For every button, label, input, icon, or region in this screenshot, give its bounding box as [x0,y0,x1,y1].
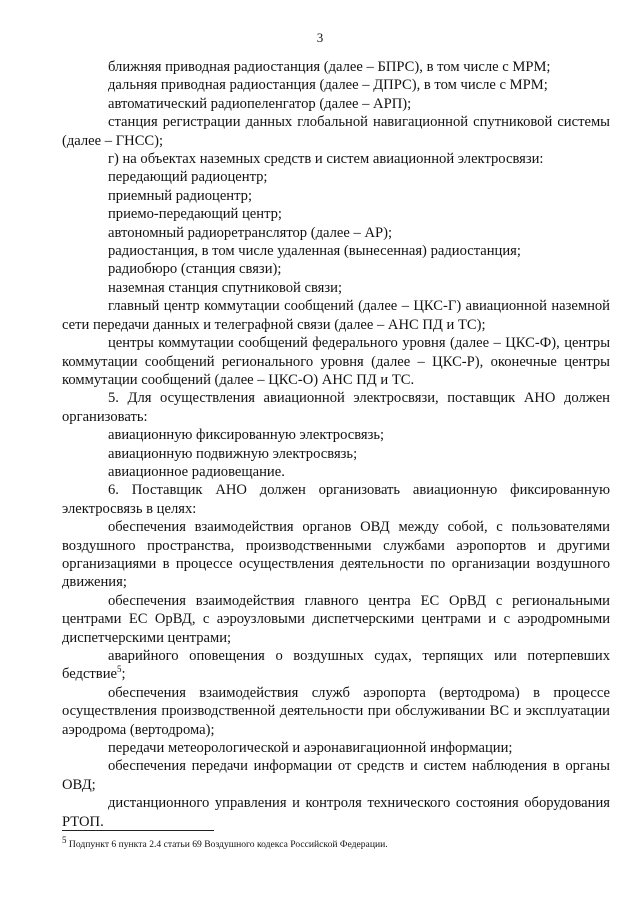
paragraph-16: авиационную фиксированную электросвязь; [108,427,385,444]
page-number: 3 [316,30,324,45]
paragraph-9: автономный радиоретранслятор (далее – АР); [108,224,393,241]
paragraph-4: станция регистрации данных глобальной навигационной спутниковой системы (далее – ГНСС); [62,114,610,149]
paragraph-5: г) на объектах наземных средств и систем авиационной электросвязи: [108,151,544,168]
paragraph-23: обеспечения взаимодействия служб аэропорта (вертодрома) в процессе осуществления производственной деятельности при обслуживании ВС и эксплуатации аэродрома (вертодрома); [62,684,610,738]
paragraph-22-text: аварийного оповещения о воздушных судах, терпящих или потерпевших бедствие [62,648,610,683]
paragraph-22-end: ; [121,666,126,683]
paragraph-14: центры коммутации сообщений федерального уровня (далее – ЦКС-Ф), центры коммутации сообщений регионального уровня (далее – ЦКС-Р), оконечные центры коммутации сообщений (далее – ЦКС-О) АНС ПД и ТС. [62,335,610,388]
paragraph-3: автоматический радиопеленгатор (далее – АРП); [108,95,412,112]
paragraph-1: ближняя приводная радиостанция (далее – БПРС), в том числе с МРМ; [108,59,551,75]
paragraph-26: дистанционного управления и контроля технического состояния оборудования РТОП. [62,795,610,830]
paragraph-13: главный центр коммутации сообщений (далее – ЦКС-Г) авиационной наземной сети передачи данных и телеграфной связи (далее – АНС ПД и ТС); [62,298,610,333]
footnote-marker: 5 [116,664,122,675]
paragraph-7: приемный радиоцентр; [108,187,253,204]
paragraph-2: дальняя приводная радиостанция (далее – ДПРС), в том числе с МРМ; [108,77,548,94]
paragraph-18: авиационное радиовещание. [108,463,285,480]
footnote [62,834,610,851]
paragraph-19: 6. Поставщик АНО должен организовать авиационную фиксированную электросвязь в целях: [62,482,610,517]
paragraph-24: передачи метеорологической и аэронавигационной информации; [108,740,513,757]
paragraph-12: наземная станция спутниковой связи; [108,279,343,296]
footnote-text: Подпункт 6 пункта 2.4 статьи 69 Воздушного кодекса Российской Федерации. [68,839,388,850]
footnote-divider [62,830,214,831]
footnote-number: 5 [62,834,67,845]
paragraph-15: 5. Для осуществления авиационной электросвязи, поставщик АНО должен организовать: [62,390,610,425]
paragraph-10: радиостанция, в том числе удаленная (вынесенная) радиостанция; [108,243,521,260]
paragraph-6: передающий радиоцентр; [108,169,268,186]
paragraph-20: обеспечения взаимодействия органов ОВД между собой, с пользователями воздушного пространства, производственными службами аэропортов и другими организациями в процессе осуществления деятельности по организации воздушного движения; [62,519,610,591]
paragraph-21: обеспечения взаимодействия главного центра ЕС ОрВД с региональными центрами ЕС ОрВД, с аэроузловыми диспетчерскими центрами и с аэродромными диспетчерскими центрами; [62,592,610,646]
paragraph-25: обеспечения передачи информации от средств и систем наблюдения в органы ОВД; [62,758,610,793]
paragraph-8: приемо-передающий центр; [108,206,282,223]
document-body [62,58,610,831]
paragraph-11: радиобюро (станция связи); [108,261,282,278]
paragraph-17: авиационную подвижную электросвязь; [108,445,358,462]
paragraph-22 [62,647,610,684]
